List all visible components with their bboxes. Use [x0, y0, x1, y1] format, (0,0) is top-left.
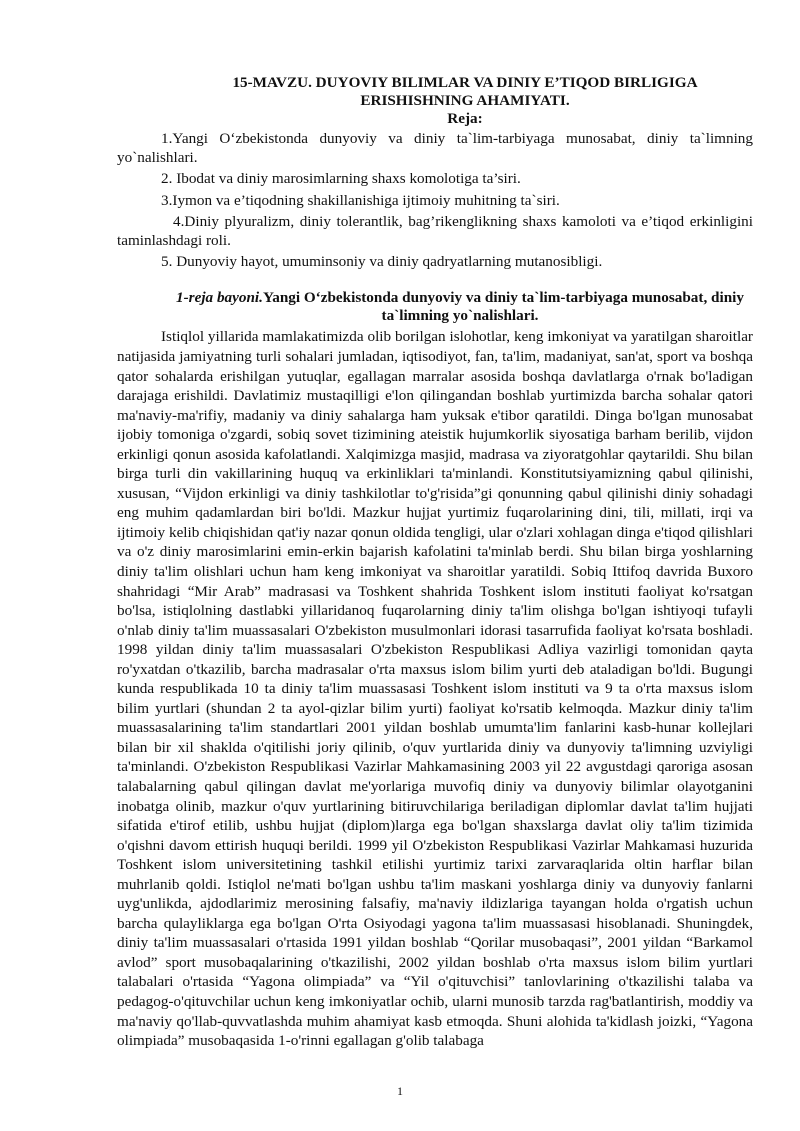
plan-item: 2. Ibodat va diniy marosimlarning shaxs komolotiga ta’siri. [161, 170, 521, 188]
document-title: 15-MAVZU. DUYOVIY BILIMLAR VA DINIY E’TIQOD BIRLIGIGA ERISHISHNING AHAMIYATI. [232, 74, 698, 109]
page-number: 1 [397, 1084, 403, 1098]
body-paragraph: Istiqlol yillarida mamlakatimizda olib borilgan islohotlar, keng imkoniyat va yaratilgan sharoitlar natijasida jamiyatning turli sohalari jumladan, iqtisodiyot, fan, ta'lim, madaniyat, san'at, sport va boshqa qator sohalarda erishilgan yutuqlar, egallagan marralar asosida boshqa davlatlarga o'rnak bo'ladigan darajaga erishildi. Davlatimiz mustaqilligi e'lon qilingandan boshlab yurtimizda barcha sohalar qatori ma'naviy-ma'rifiy, madaniy va diniy sahalarga ham yuksak e'tibor qaratildi. Dinga bo'lgan munosabat ijobiy tomoniga o'zgardi, sobiq sovet tizimining ateistik hujumkorlik siyosatiga barham berilib, vijdon erkinligi qonun asosida kafolatlandi. Xalqimizga masjid, madrasa va ziyoratgohlar qaytarildi. Shu bilan birga turli din vakillarining huquq va erkinliklari ta'minlandi. Konstitutsiyamizning qabul qilinishi, xususan, “Vijdon erkinligi va diniy tashkilotlar to'g'risida”gi qonunning qabul qilinishi diniy sohadagi eng muhim qadamlardan biri bo'ldi. Mazkur hujjat yurtimiz fuqarolarining dini, tili, millati, irqi va ijtimoiy kelib chiqishidan qat'iy nazar qonun oldida tengligi, ular o'zlari xohlagan dinga e'tiqod qilishlari va o'z diniy marosimlarini emin-erkin bajarish kafolatini ta'minlab berdi. Shu bilan birga yoshlarning diniy ta'lim olishlari uchun ham keng imkoniyat va sharoitlar yaratildi. Sobiq Ittifoq davrida Buxoro shahridagi “Mir Arab” madrasasi va Toshkent shahrida Toshkent islom instituti faoliyat ko'rsatgan bo'lsa, istiqlolning dastlabki yillaridanoq fuqarolarning diniy ta'lim olishga bo'lgan ishtiyoqi tufayli o'nlab diniy ta'lim muassasalari O'zbekiston musulmonlari idorasi tasarrufida faoliyat ko'rsata boshladi. 1998 yildan diniy ta'lim muassasalari O'zbekiston Respublikasi Adliya vazirligi tomonidan qayta ro'yxatdan o'tkazilib, barcha madrasalar o'rta maxsus islom bilim yurti deb ataladigan bo'ldi. Bugungi kunda respublikada 10 ta diniy ta'lim muassasasi Toshkent islom instituti va 9 ta o'rta maxsus islom bilim yurtlari (shundan 2 ta ayol-qizlar bilim yurti) faoliyat ko'rsatib kelmoqda. Mazkur diniy ta'lim muassasalarining ta'lim standartlari 2001 yildan boshlab umumta'lim fanlarini kasb-hunar kollejlari bilan bir xil shaklda o'qitilishi joriy qilinib, o'quv yurtlarida diniy va dunyoviy ta'limning uzviyligi ta'minlandi. O'zbekiston Respublikasi Vazirlar Mahkamasining 2003 yil 22 avgustdagi qaroriga asosan talabalarning qabul qilingan davlat me'yorlariga muvofiq diniy va dunyoviy bilimlar olayotganini inobatga olinib, mazkur o'quv yurtlarining bitiruvchilariga beriladigan diplomlar davlat ta'lim hujjati sifatida e'tirof etilib, ushbu hujjat (diplom)larga ega bo'lgan shaxslarga davlat oliy ta'lim tizimida o'qishni davom ettirish huquqi berildi. 1999 yil O'zbekiston Respublikasi Vazirlar Mahkamasi huzurida Toshkent islom universitetining tashkil etilishi yurtimiz tarixi zarvaraqlarida oltin harflar bilan muhrlanib qoldi. Istiqlol ne'mati bo'lgan ushbu ta'lim maskani yoshlarga diniy va dunyoviy fanlarni uyg'unlikda, ajdodlarimiz merosining falsafiy, ma'naviy ildizlariga tayangan holda o'rgatish uchun barcha qulayliklarga ega bo'lgan O'rta Osiyodagi yagona ta'lim muassasasi hisoblanadi. Shuningdek, diniy ta'lim muassasalari o'rtasida 1991 yildan boshlab “Qorilar musobaqasi”, 2001 yildan “Barkamol avlod” sport musobaqalarining o'tkazilishi, 2002 yildan boshlab o'rta maxsus islom bilim yurtlari talabalari o'rtasida “Yagona olimpiada” va “Yil o'qituvchisi” tanlovlarining o'tkazilishi talaba va pedagog-o'qituvchilar uchun keng imkoniyatlar ochib, ularni munosib tarzda rag'batlantirish, moddiy va ma'naviy qo'llab-quvvatlashda muhim ahamiyat kasb etmoqda. Shuni alohida ta'kidlash joizki, “Yagona olimpiada” musobaqasida 1-o'rinni egallagan g'olib talabaga [117, 328, 753, 1050]
section-label: 1-reja bayoni. [176, 289, 263, 307]
section-title: Yangi O‘zbekistonda dunyoviy va diniy ta`lim-tarbiyaga munosabat, diniy ta`limning yo`nalishlari. [262, 289, 744, 325]
plan-heading: Reja: [447, 110, 483, 127]
plan-list [117, 129, 753, 271]
plan-item: 3.Iymon va e’tiqodning shakillanishiga ijtimoiy muhitning ta`siri. [161, 191, 560, 209]
section-heading [117, 289, 753, 325]
plan-item: 4.Diniy plyuralizm, diniy tolerantlik, bag’rikenglikning shaxs kamoloti va e’tiqod erkinligini taminlashdagi roli. [117, 212, 753, 250]
document-page [117, 74, 753, 1051]
plan-item: 1.Yangi O‘zbekistonda dunyoviy va diniy ta`lim-tarbiyaga munosabat, diniy ta`limning yo`nalishlari. [117, 130, 753, 167]
plan-item: 5. Dunyoviy hayot, umuminsoniy va diniy qadryatlarning mutanosibligi. [161, 253, 603, 271]
